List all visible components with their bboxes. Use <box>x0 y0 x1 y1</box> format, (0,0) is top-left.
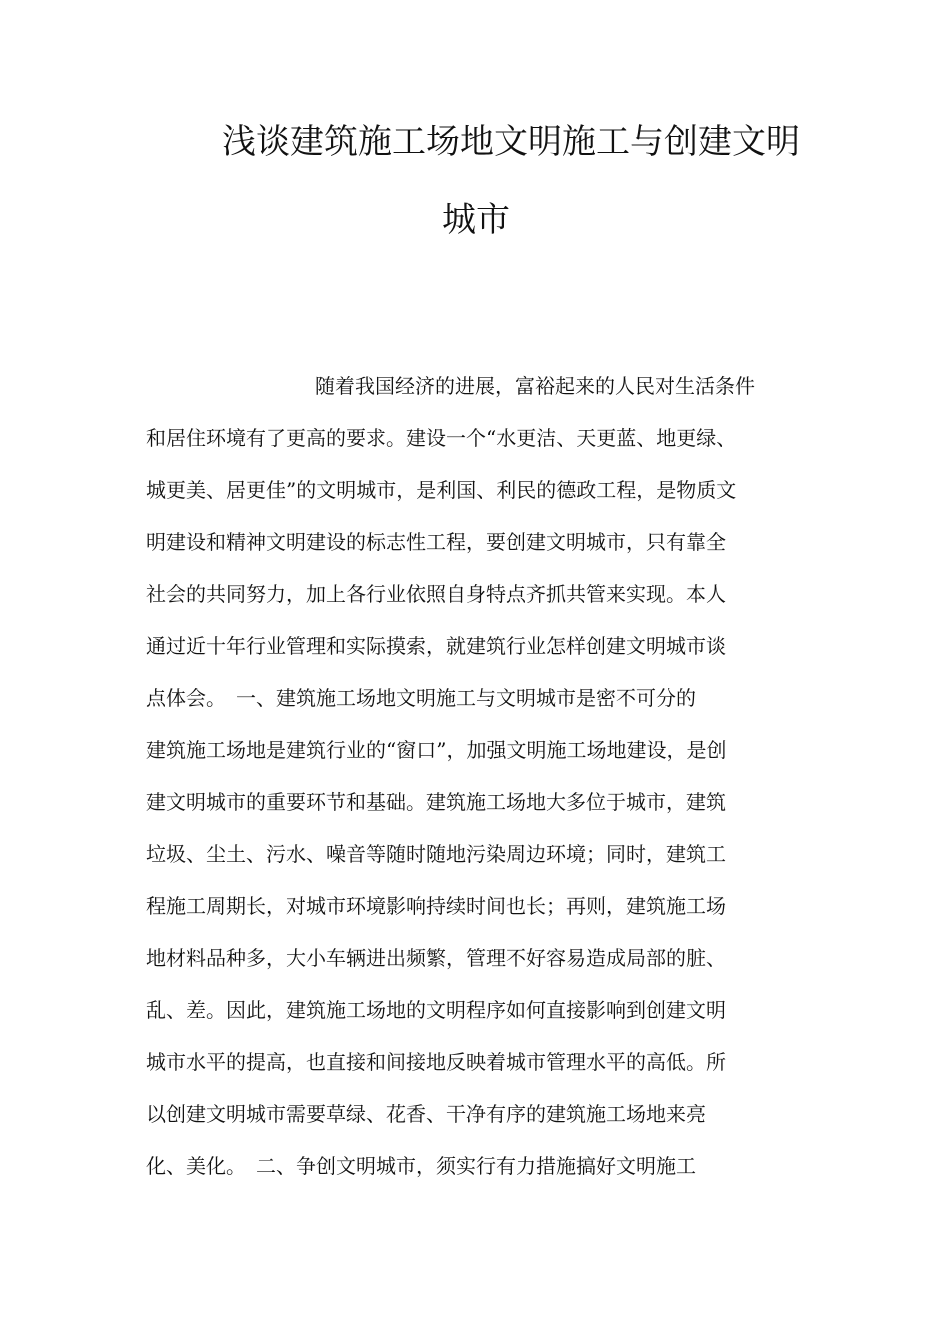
paragraph-line-8: 建筑施工场地是建筑行业的“窗口”，加强文明施工场地建设，是创 <box>146 738 727 762</box>
paragraph-line-16: 化、美化。 二、争创文明城市，须实行有力措施搞好文明施工 <box>146 1154 696 1178</box>
paragraph-line-1: 随着我国经济的进展，富裕起来的人民对生活条件 <box>315 374 755 398</box>
document-title-line-2: 城市 <box>442 200 510 240</box>
paragraph-line-4: 明建设和精神文明建设的标志性工程，要创建文明城市，只有靠全 <box>146 530 726 554</box>
paragraph-line-2: 和居住环境有了更高的要求。建设一个“水更洁、天更蓝、地更绿、 <box>146 426 737 450</box>
paragraph-line-7: 点体会。 一、建筑施工场地文明施工与文明城市是密不可分的 <box>146 686 696 710</box>
paragraph-line-14: 城市水平的提高，也直接和间接地反映着城市管理水平的高低。所 <box>146 1050 726 1074</box>
paragraph-line-10: 垃圾、尘土、污水、噪音等随时随地污染周边环境；同时，建筑工 <box>146 842 726 866</box>
paragraph-line-5: 社会的共同努力，加上各行业依照自身特点齐抓共管来实现。本人 <box>146 582 726 606</box>
paragraph-line-12: 地材料品种多，大小车辆进出频繁，管理不好容易造成局部的脏、 <box>146 946 726 970</box>
paragraph-line-15: 以创建文明城市需要草绿、花香、干净有序的建筑施工场地来亮 <box>146 1102 706 1126</box>
paragraph-line-6: 通过近十年行业管理和实际摸索，就建筑行业怎样创建文明城市谈 <box>146 634 726 658</box>
paragraph-line-11: 程施工周期长，对城市环境影响持续时间也长；再则，建筑施工场 <box>146 894 726 918</box>
paragraph-line-3: 城更美、居更佳”的文明城市，是利国、利民的德政工程，是物质文 <box>146 478 737 502</box>
paragraph-line-13: 乱、差。因此，建筑施工场地的文明程序如何直接影响到创建文明 <box>146 998 726 1022</box>
document-title-line-1: 浅谈建筑施工场地文明施工与创建文明 <box>222 122 800 162</box>
paragraph-line-9: 建文明城市的重要环节和基础。建筑施工场地大多位于城市，建筑 <box>146 790 726 814</box>
